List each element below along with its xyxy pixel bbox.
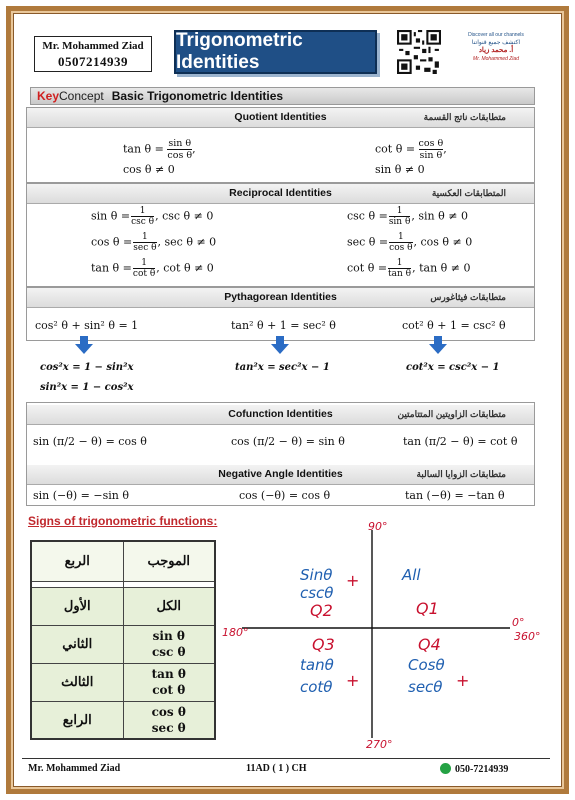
key-concept-concept: Concept [59, 89, 104, 103]
reciprocal-lhs: cot θ = [347, 261, 388, 275]
footer-divider [22, 758, 550, 759]
reciprocal-identity [347, 206, 468, 227]
reciprocal-condition: , cot θ ≠ 0 [156, 261, 214, 275]
pythagorean-header [27, 288, 534, 308]
fraction-denominator: sin θ [388, 217, 411, 227]
q2-label: Q2 [310, 601, 333, 620]
teacher-phone: 0507214939 [58, 54, 128, 69]
pythagorean-title-ar: متطابقات فيثاغورس [430, 292, 506, 302]
reciprocal-title: Reciprocal Identities [229, 187, 332, 199]
channels-line-en: Discover all our channels [468, 32, 524, 38]
q1-label: Q1 [416, 599, 439, 618]
reciprocal-identity [347, 258, 471, 279]
signs-table [30, 540, 216, 740]
quotient-cot [375, 138, 447, 161]
channels-line-ar: اكتشف جميع قنواتنا [471, 40, 521, 46]
fraction-numerator: 1 [133, 232, 156, 243]
quotient-section [26, 107, 535, 183]
fraction-denominator: cot θ [132, 269, 156, 279]
channels-name-ar: أ. محمد زياد [478, 47, 514, 54]
page-title: Trigonometric Identities [174, 30, 377, 74]
label-0: 0° [512, 616, 525, 629]
whatsapp-icon [440, 763, 451, 774]
fraction-denominator: tan θ [388, 269, 412, 279]
label-180: 180° [222, 626, 249, 639]
reciprocal-identity [91, 232, 216, 253]
signs-title: Signs of trigonometric functions: [28, 514, 218, 528]
q4-plus-sign: + [456, 671, 470, 690]
table-row [31, 625, 215, 663]
pythagorean-title: Pythagorean Identities [224, 291, 337, 303]
cofunction-title: Cofunction Identities [228, 408, 333, 420]
cofunction-id3: tan (π/2 − θ) = cot θ [403, 435, 518, 448]
row-quadrant: الرابع [31, 701, 123, 739]
fraction-denominator: csc θ [131, 217, 155, 227]
quotient-tan-comma: , [192, 142, 196, 156]
reciprocal-section [26, 183, 535, 287]
row-functions [123, 625, 215, 663]
table-row [31, 701, 215, 739]
q4-function-1: Cosθ [408, 656, 445, 674]
negative-title: Negative Angle Identities [218, 468, 343, 480]
row-functions: الكل [123, 587, 215, 625]
q2-plus-sign: + [346, 571, 360, 590]
fn-1: sin θ [152, 629, 185, 643]
quotient-tan-cond: cos θ ≠ 0 [123, 163, 175, 176]
fraction-denominator: cos θ [389, 243, 413, 253]
q2-function-2: cscθ [300, 584, 334, 602]
key-concept-key: Key [37, 89, 60, 103]
footer-name: Mr. Mohammed Ziad [28, 763, 121, 774]
quotient-tan-lhs: tan θ = [123, 142, 164, 156]
reciprocal-condition: , tan θ ≠ 0 [412, 261, 471, 275]
fn-2: csc θ [151, 645, 186, 659]
down-arrow-icon [428, 336, 448, 354]
pythagorean-derived-1b: sin²x = 1 − cos²x [40, 382, 134, 393]
q4-function-2: secθ [408, 678, 443, 696]
cofunction-id2: cos (π/2 − θ) = sin θ [231, 435, 345, 448]
reciprocal-condition: , sin θ ≠ 0 [411, 209, 468, 223]
reciprocal-fraction [388, 258, 411, 279]
fraction-numerator: 1 [389, 232, 412, 243]
q3-function-2: cotθ [300, 678, 333, 696]
fraction-numerator: 1 [388, 258, 411, 269]
reciprocal-lhs: sin θ = [91, 209, 131, 223]
channels-name-en: Mr. Mohammed Ziad [473, 56, 519, 62]
channels-info [446, 31, 546, 77]
fn-1: tan θ [151, 667, 186, 681]
fraction-numerator: 1 [389, 206, 411, 217]
quotient-title: Quotient Identities [234, 111, 327, 123]
negative-id3: tan (−θ) = −tan θ [405, 489, 505, 502]
pythagorean-derived-3: cot²x = csc²x − 1 [406, 362, 500, 373]
pythagorean-section [26, 287, 535, 341]
quotient-cot-cond: sin θ ≠ 0 [375, 163, 425, 176]
row-quadrant: الثاني [31, 625, 123, 663]
teacher-name-box [34, 36, 152, 72]
footer-phone: 050-7214939 [455, 764, 509, 775]
q3-plus-sign: + [346, 671, 360, 690]
quadrant-sketch [220, 520, 550, 760]
reciprocal-lhs: tan θ = [91, 261, 132, 275]
quotient-cot-num: cos θ [418, 138, 444, 149]
reciprocal-condition: , sec θ ≠ 0 [157, 235, 217, 249]
fraction-numerator: 1 [133, 258, 155, 269]
negative-title-ar: متطابقات الزوايا السالبة [416, 469, 506, 479]
quotient-header [27, 108, 534, 128]
pythagorean-id3: cot² θ + 1 = csc² θ [402, 319, 506, 332]
down-arrow-icon [74, 336, 94, 354]
row-quadrant: الثالث [31, 663, 123, 701]
reciprocal-lhs: sec θ = [347, 235, 389, 249]
signs-table-header [31, 541, 215, 581]
fraction-denominator: sec θ [133, 243, 157, 253]
footer-course: 11AD ( 1 ) CH [246, 763, 307, 774]
table-row [31, 663, 215, 701]
key-concept-title: Basic Trigonometric Identities [111, 89, 284, 103]
reciprocal-title-ar: المتطابقات العكسية [431, 188, 506, 198]
fraction-numerator: 1 [131, 206, 154, 217]
reciprocal-lhs: csc θ = [347, 209, 388, 223]
table-row [31, 587, 215, 625]
q2-function-1: Sinθ [300, 566, 333, 584]
qr-code-icon [397, 30, 441, 74]
quotient-cot-comma: , [443, 142, 447, 156]
cofunction-header [27, 405, 534, 425]
q3-function-1: tanθ [300, 656, 334, 674]
cofunction-id1: sin (π/2 − θ) = cos θ [33, 435, 147, 448]
negative-header [27, 465, 534, 485]
reciprocal-lhs: cos θ = [91, 235, 133, 249]
q1-functions: All [402, 566, 421, 584]
reciprocal-header [27, 184, 534, 204]
label-270: 270° [366, 738, 393, 751]
negative-id2: cos (−θ) = cos θ [239, 489, 331, 502]
quotient-tan-den: cos θ [167, 150, 193, 161]
quotient-tan-num: sin θ [168, 138, 192, 149]
negative-id1: sin (−θ) = −sin θ [33, 489, 129, 502]
quotient-cot-den: sin θ [419, 150, 443, 161]
label-90: 90° [368, 520, 388, 533]
key-concept-bar [30, 87, 535, 105]
header-quadrant: الربع [31, 541, 123, 581]
reciprocal-identity [91, 258, 214, 279]
q3-label: Q3 [312, 635, 335, 654]
label-360: 360° [514, 630, 541, 643]
footer-contact [440, 763, 508, 775]
row-functions [123, 663, 215, 701]
reciprocal-identity [91, 206, 213, 227]
quotient-cot-lhs: cot θ = [375, 142, 416, 156]
reciprocal-condition: , csc θ ≠ 0 [155, 209, 214, 223]
reciprocal-fraction [131, 206, 154, 227]
pythagorean-id1: cos² θ + sin² θ = 1 [35, 319, 139, 332]
reciprocal-fraction [389, 232, 412, 253]
teacher-name: Mr. Mohammed Ziad [42, 40, 144, 52]
reciprocal-condition: , cos θ ≠ 0 [413, 235, 473, 249]
q4-label: Q4 [418, 635, 441, 654]
quotient-tan [123, 138, 196, 161]
down-arrow-icon [270, 336, 290, 354]
fn-2: sec θ [151, 720, 186, 735]
row-functions [123, 701, 215, 739]
fn-1: cos θ [151, 704, 186, 719]
pythagorean-derived-1a: cos²x = 1 − sin²x [40, 362, 134, 373]
pythagorean-id2: tan² θ + 1 = sec² θ [231, 319, 336, 332]
header-positive: الموجب [123, 541, 215, 581]
quotient-title-ar: متطابقات ناتج القسمة [423, 112, 506, 122]
reciprocal-fraction [133, 232, 156, 253]
reciprocal-fraction [389, 206, 411, 227]
reciprocal-fraction [133, 258, 155, 279]
row-quadrant: الأول [31, 587, 123, 625]
fn-2: cot θ [152, 683, 186, 697]
pythagorean-derived-2: tan²x = sec²x − 1 [235, 362, 330, 373]
cofunction-title-ar: متطابقات الزاويتين المتتامتين [397, 409, 506, 419]
cofunction-section [26, 402, 535, 506]
reciprocal-identity [347, 232, 472, 253]
